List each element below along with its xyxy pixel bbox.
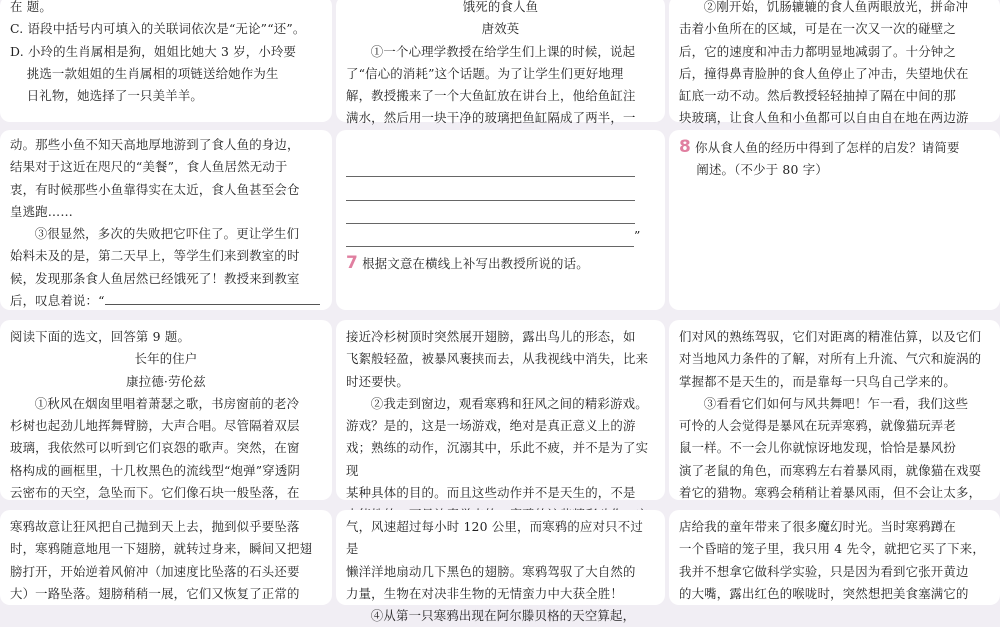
panel-row4-middle — [336, 510, 665, 624]
paragraph-line: 大）一路坠落。翅膀稍稍一展，它们又恢复了正常的 — [10, 585, 300, 601]
paragraph-line: 可怜的人会觉得是暴风在玩弄寒鸦，就像猫玩弄老 — [679, 418, 956, 434]
paragraph-line: 膀打开，开始逆着风俯冲（加速度比坠落的石头还要 — [10, 563, 300, 579]
paragraph-line: 掌握都不是天生的，而是靠每一只鸟自己学来的。 — [679, 373, 956, 389]
paragraph-line: 的大嘴，露出红色的喉咙时，突然想把美食塞满它的 — [679, 585, 969, 601]
paragraph-line: 店给我的童年带来了很多魔幻时光。当时寒鸦蹲在 — [679, 519, 956, 534]
article-author: 康拉德·劳伦兹 — [126, 373, 206, 389]
panel-row3-right — [669, 320, 1000, 500]
paragraph-line: 皇逃跑…… — [10, 203, 73, 219]
paragraph-line: 候，发现那条食人鱼居然已经饿死了！教授来到教室 — [10, 270, 300, 286]
panel-row2-right — [669, 130, 1000, 310]
paragraph-line: 游戏？是的，这是一场游戏，绝对是真正意义上的游 — [346, 418, 636, 434]
panel-row1-left — [0, 0, 332, 122]
panel-row1-middle — [336, 0, 665, 126]
paragraph-line: 了“信心的消耗”这个话题。为了让学生们更好地理 — [346, 65, 624, 81]
answer-blank[interactable] — [105, 290, 320, 305]
paragraph-line: 着它的猎物。寒鸦会稍稍让着暴风雨，但不会让太多， — [679, 485, 982, 501]
reading-intro: 阅读下面的选文，回答第 9 题。 — [10, 329, 191, 344]
question-text: 你从食人鱼的经历中得到了怎样的启发？请简要 — [695, 140, 960, 155]
closing-quote: ” — [634, 227, 641, 243]
paragraph-line: 块玻璃，让食人鱼和小鱼都可以自由自在地在两边游 — [679, 110, 969, 126]
paragraph-line: 我并不想拿它做科学实验，只是因为看到它张开黄边 — [679, 563, 969, 579]
article-title: 饿死的食人鱼 — [462, 0, 539, 14]
paragraph-line: 寒鸦故意让狂风把自己抛到天上去，抛到似乎要坠落 — [10, 519, 300, 534]
paragraph-line: 一个昏暗的笼子里，我只用 4 先令，就把它买了下来， — [679, 541, 985, 557]
paragraph-line: 击着小鱼所在的区域，可是在一次又一次的碰壁之 — [679, 21, 956, 37]
paragraph-line: 接近冷杉树顶时突然展开翅膀，露出鸟儿的形态，如 — [346, 329, 636, 344]
panel-row1-right — [669, 0, 1000, 126]
paragraph-line: ②我走到窗边，观看寒鸦和狂风之间的精彩游戏。 — [370, 395, 648, 411]
paragraph-line: 懒洋洋地扇动几下黑色的翅膀。寒鸦驾驭了大自然的 — [346, 563, 636, 579]
paragraph-line: 满水，然后用一块干净的玻璃把鱼缸隔成了两半，一 — [346, 110, 636, 126]
panel-row3-left — [0, 320, 332, 500]
paragraph-line: 云密布的天空，急坠而下。它们像石块一般坠落，在 — [10, 485, 300, 501]
option-d: D. 小玲的生肖属相是狗，姐姐比她大 3 岁，小玲要 — [10, 43, 297, 59]
panel-row2-left — [0, 130, 332, 310]
paragraph-line: 始料未及的是，第二天早上，等学生们来到教室的时 — [10, 248, 300, 264]
panel-row4-left — [0, 510, 332, 605]
panel-row4-right — [669, 510, 1000, 605]
option-c: C. 语段中括号内可填入的关联词依次是“无论”“还”。 — [10, 21, 306, 37]
text-line: 日礼物，她选择了一只美羊羊。 — [26, 88, 204, 104]
answer-line[interactable] — [346, 224, 634, 247]
paragraph-line: 后，撞得鼻青脸肿的食人鱼停止了冲击，失望地伏在 — [679, 65, 969, 81]
paragraph-line: 戏；熟练的动作，沉溺其中，乐此不疲，并不是为了实现 — [346, 440, 649, 478]
paragraph-line: 后，它的速度和冲击力都明显地减弱了。十分钟之 — [679, 43, 956, 59]
paragraph-line: 缸底一动不动。然后教授轻轻抽掉了隔在中间的那 — [679, 88, 956, 104]
panel-row3-middle — [336, 320, 665, 500]
paragraph-line: 对当地风力条件的了解，对所有上升流、气穴和旋涡的 — [679, 351, 982, 367]
paragraph-line: ①秋风在烟囱里唱着萧瑟之歌，书房窗前的老冷 — [34, 395, 300, 411]
paragraph-line: 演了老鼠的角色，而寒鸦左右着暴风雨，就像猫在戏耍 — [679, 462, 982, 478]
paragraph-line: ④从第一只寒鸦出现在阿尔滕贝格的天空算起， — [370, 608, 636, 624]
answer-line[interactable] — [346, 177, 635, 200]
paragraph-line: 时，寒鸦随意地甩一下翅膀，就转过身来，瞬间又把翅 — [10, 541, 313, 557]
paragraph-line: 气，风速超过每小时 120 公里，而寒鸦的应对只不过是 — [346, 519, 643, 557]
text-fragment: 后，叹息着说：“ — [10, 293, 105, 309]
paragraph-line — [10, 290, 322, 312]
paragraph-line: ③看看它们如何与风共舞吧！乍一看，我们这些 — [703, 395, 969, 411]
question-number: 7 — [346, 253, 359, 274]
paragraph-line: 时还要快。 — [346, 373, 409, 389]
answer-line[interactable] — [346, 201, 635, 224]
answer-line[interactable] — [346, 154, 635, 177]
text-line: 挑选一款姐姐的生肖属相的项链送给她作为生 — [26, 65, 279, 81]
paragraph-line: 动。那些小鱼不知天高地厚地游到了食人鱼的身边， — [10, 137, 300, 152]
question-text: 阐述。（不少于 80 字） — [696, 162, 828, 178]
answer-line-last-row — [346, 224, 655, 246]
article-title: 长年的住户 — [134, 351, 198, 367]
paragraph-line: 鼠一样。不一会儿你就惊讶地发现，恰恰是暴风扮 — [679, 440, 956, 456]
question-7 — [346, 252, 655, 275]
paragraph-line: ③很显然，多次的失败把它吓住了。更让学生们 — [34, 226, 300, 242]
paragraph-line: 结果对于这近在咫尺的“美餐”，食人鱼居然无动于 — [10, 159, 288, 175]
paragraph-line: 力量，生物在对决非生物的无情蛮力中大获全胜！ — [346, 585, 623, 601]
paragraph-line: 某种具体的目的。而且这些动作并不是天生的，不是 — [346, 485, 636, 501]
paragraph-line: 格构成的画框里，十几枚黑色的流线型“炮弹”穿透阴 — [10, 462, 301, 478]
paragraph-line: 衷，有时候那些小鱼靠得实在太近，食人鱼甚至会仓 — [10, 181, 300, 197]
paragraph-line: 解，教授搬来了一个大鱼缸放在讲台上，他给鱼缸注 — [346, 88, 636, 104]
paragraph-line: 们对风的熟练驾驭，它们对距离的精准估算，以及它们 — [679, 329, 982, 344]
text-line: 在 题。 — [10, 0, 52, 14]
paragraph-line: ①一个心理学教授在给学生们上课的时候，说起 — [370, 43, 636, 59]
question-number: 8 — [679, 137, 692, 157]
paragraph-line: 飞絮般轻盈，被暴风裹挟而去，从我视线中消失，比来 — [346, 351, 649, 367]
question-8 — [679, 136, 990, 159]
question-text: 根据文意在横线上补写出教授所说的话。 — [362, 256, 589, 272]
panel-row2-middle — [336, 130, 665, 310]
paragraph-line: 杉树也起劲儿地挥舞臂膀，大声合唱。尽管隔着双层 — [10, 418, 300, 434]
article-author: 唐效英 — [481, 21, 520, 37]
paragraph-line: 玻璃，我依然可以听到它们哀怨的歌声。突然，在窗 — [10, 440, 300, 456]
paragraph-line: ②刚开始，饥肠辘辘的食人鱼两眼放光，拼命冲 — [703, 0, 969, 14]
